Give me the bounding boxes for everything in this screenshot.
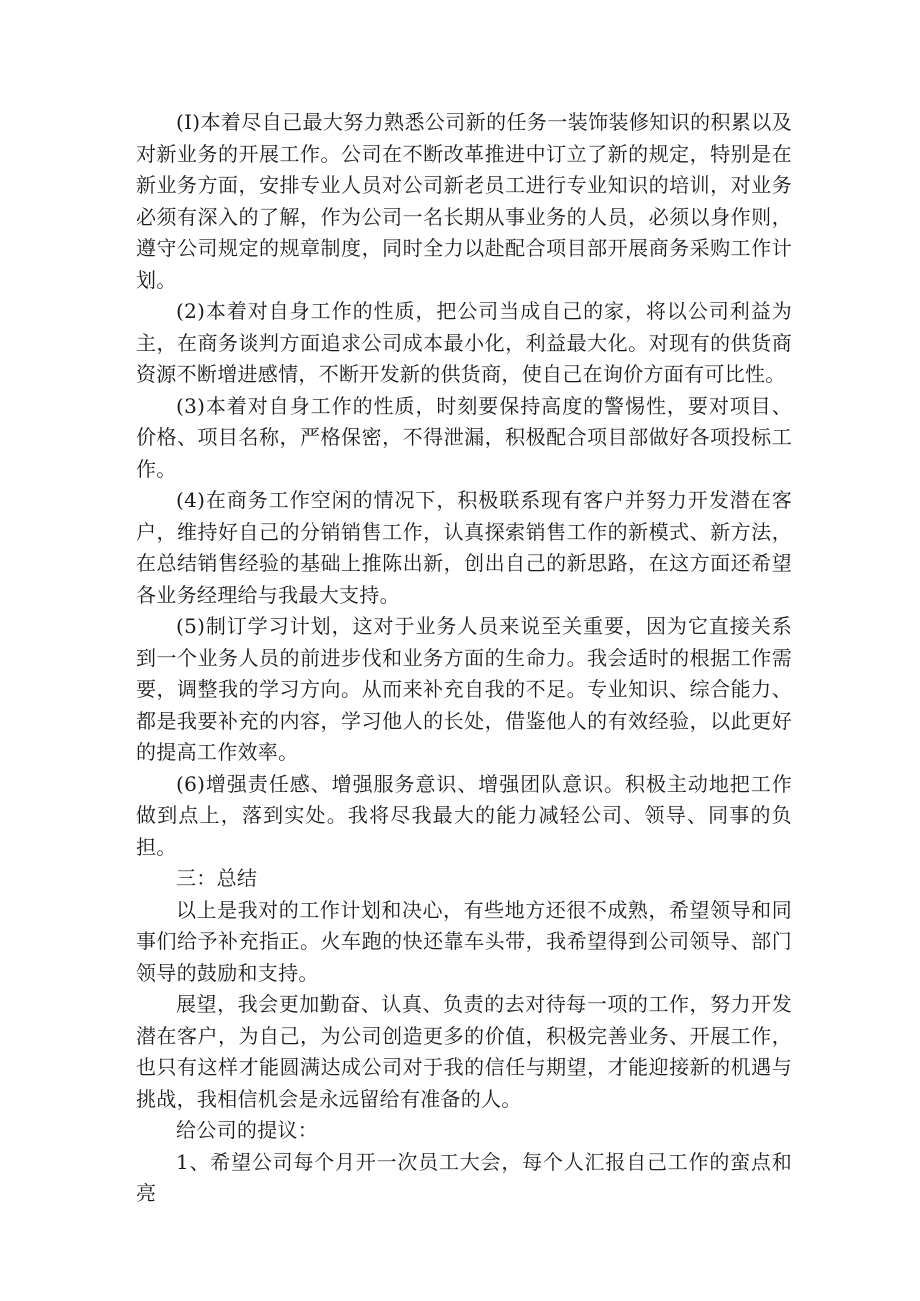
paragraph-item-3: (3)本着对自身工作的性质，时刻要保持高度的警惕性，要对项目、价格、项目名称，严格保密，不得泄漏，积极配合项目部做好各项投标工作。 bbox=[136, 393, 792, 481]
paragraph-item-6: (6)增强责任感、增强服务意识、增强团队意识。积极主动地把工作做到点上，落到实处。我将尽我最大的能力减轻公司、领导、同事的负担。 bbox=[136, 771, 792, 859]
paragraph-item-4: (4)在商务工作空闲的情况下，积极联系现有客户并努力开发潜在客户，维持好自己的分销销售工作，认真探索销售工作的新模式、新方法，在总结销售经验的基础上推陈出新，创出自己的新思路，在这方面还希望各业务经理给与我最大支持。 bbox=[136, 488, 792, 607]
paragraph-item-5: (5)制订学习计划，这对于业务人员来说至关重要，因为它直接关系到一个业务人员的前进步伐和业务方面的生命力。我会适时的根据工作需要，调整我的学习方向。从而来补充自我的不足。专业知识、综合能力、都是我要补充的内容，学习他人的长处，借鉴他人的有效经验，以此更好的提高工作效率。 bbox=[136, 614, 792, 764]
paragraph-item-2: (2)本着对自身工作的性质，把公司当成自己的家，将以公司利益为主，在商务谈判方面追求公司成本最小化，利益最大化。对现有的供货商资源不断增进感情，不断开发新的供货商，使自己在询价方面有可比性。 bbox=[136, 299, 792, 386]
paragraph-suggestion-1: 1、希望公司每个月开一次员工大会，每个人汇报自己工作的蛮点和亮 bbox=[136, 1149, 792, 1205]
paragraph-item-1: (I)本着尽自己最大努力熟悉公司新的任务一装饰装修知识的积累以及对新业务的开展工作。公司在不断改革推进中订立了新的规定，特别是在新业务方面，安排专业人员对公司新老员工进行专业知识的培训，对业务必须有深入的了解，作为公司一名长期从事业务的人员，必须以身作则，遵守公司规定的规章制度，同时全力以赴配合项目部开展商务采购工作计划。 bbox=[136, 110, 792, 292]
section-heading-summary: 三：总结 bbox=[176, 866, 258, 890]
document-body bbox=[136, 107, 792, 1210]
paragraph-summary: 以上是我对的工作计划和决心，有些地方还很不成熟，希望领导和同事们给予补充指正。火车跑的快还靠车头带，我希望得到公司领导、部门领导的鼓励和支持。 bbox=[136, 897, 792, 985]
section-heading-suggestions: 给公司的提议： bbox=[176, 1118, 319, 1142]
paragraph-outlook: 展望，我会更加勤奋、认真、负责的去对待每一项的工作，努力开发潜在客户，为自己，为公司创造更多的价值，积极完善业务、开展工作，也只有这样才能圆满达成公司对于我的信任与期望，才能迎接新的机遇与挑战，我相信机会是永远留给有准备的人。 bbox=[136, 992, 792, 1111]
